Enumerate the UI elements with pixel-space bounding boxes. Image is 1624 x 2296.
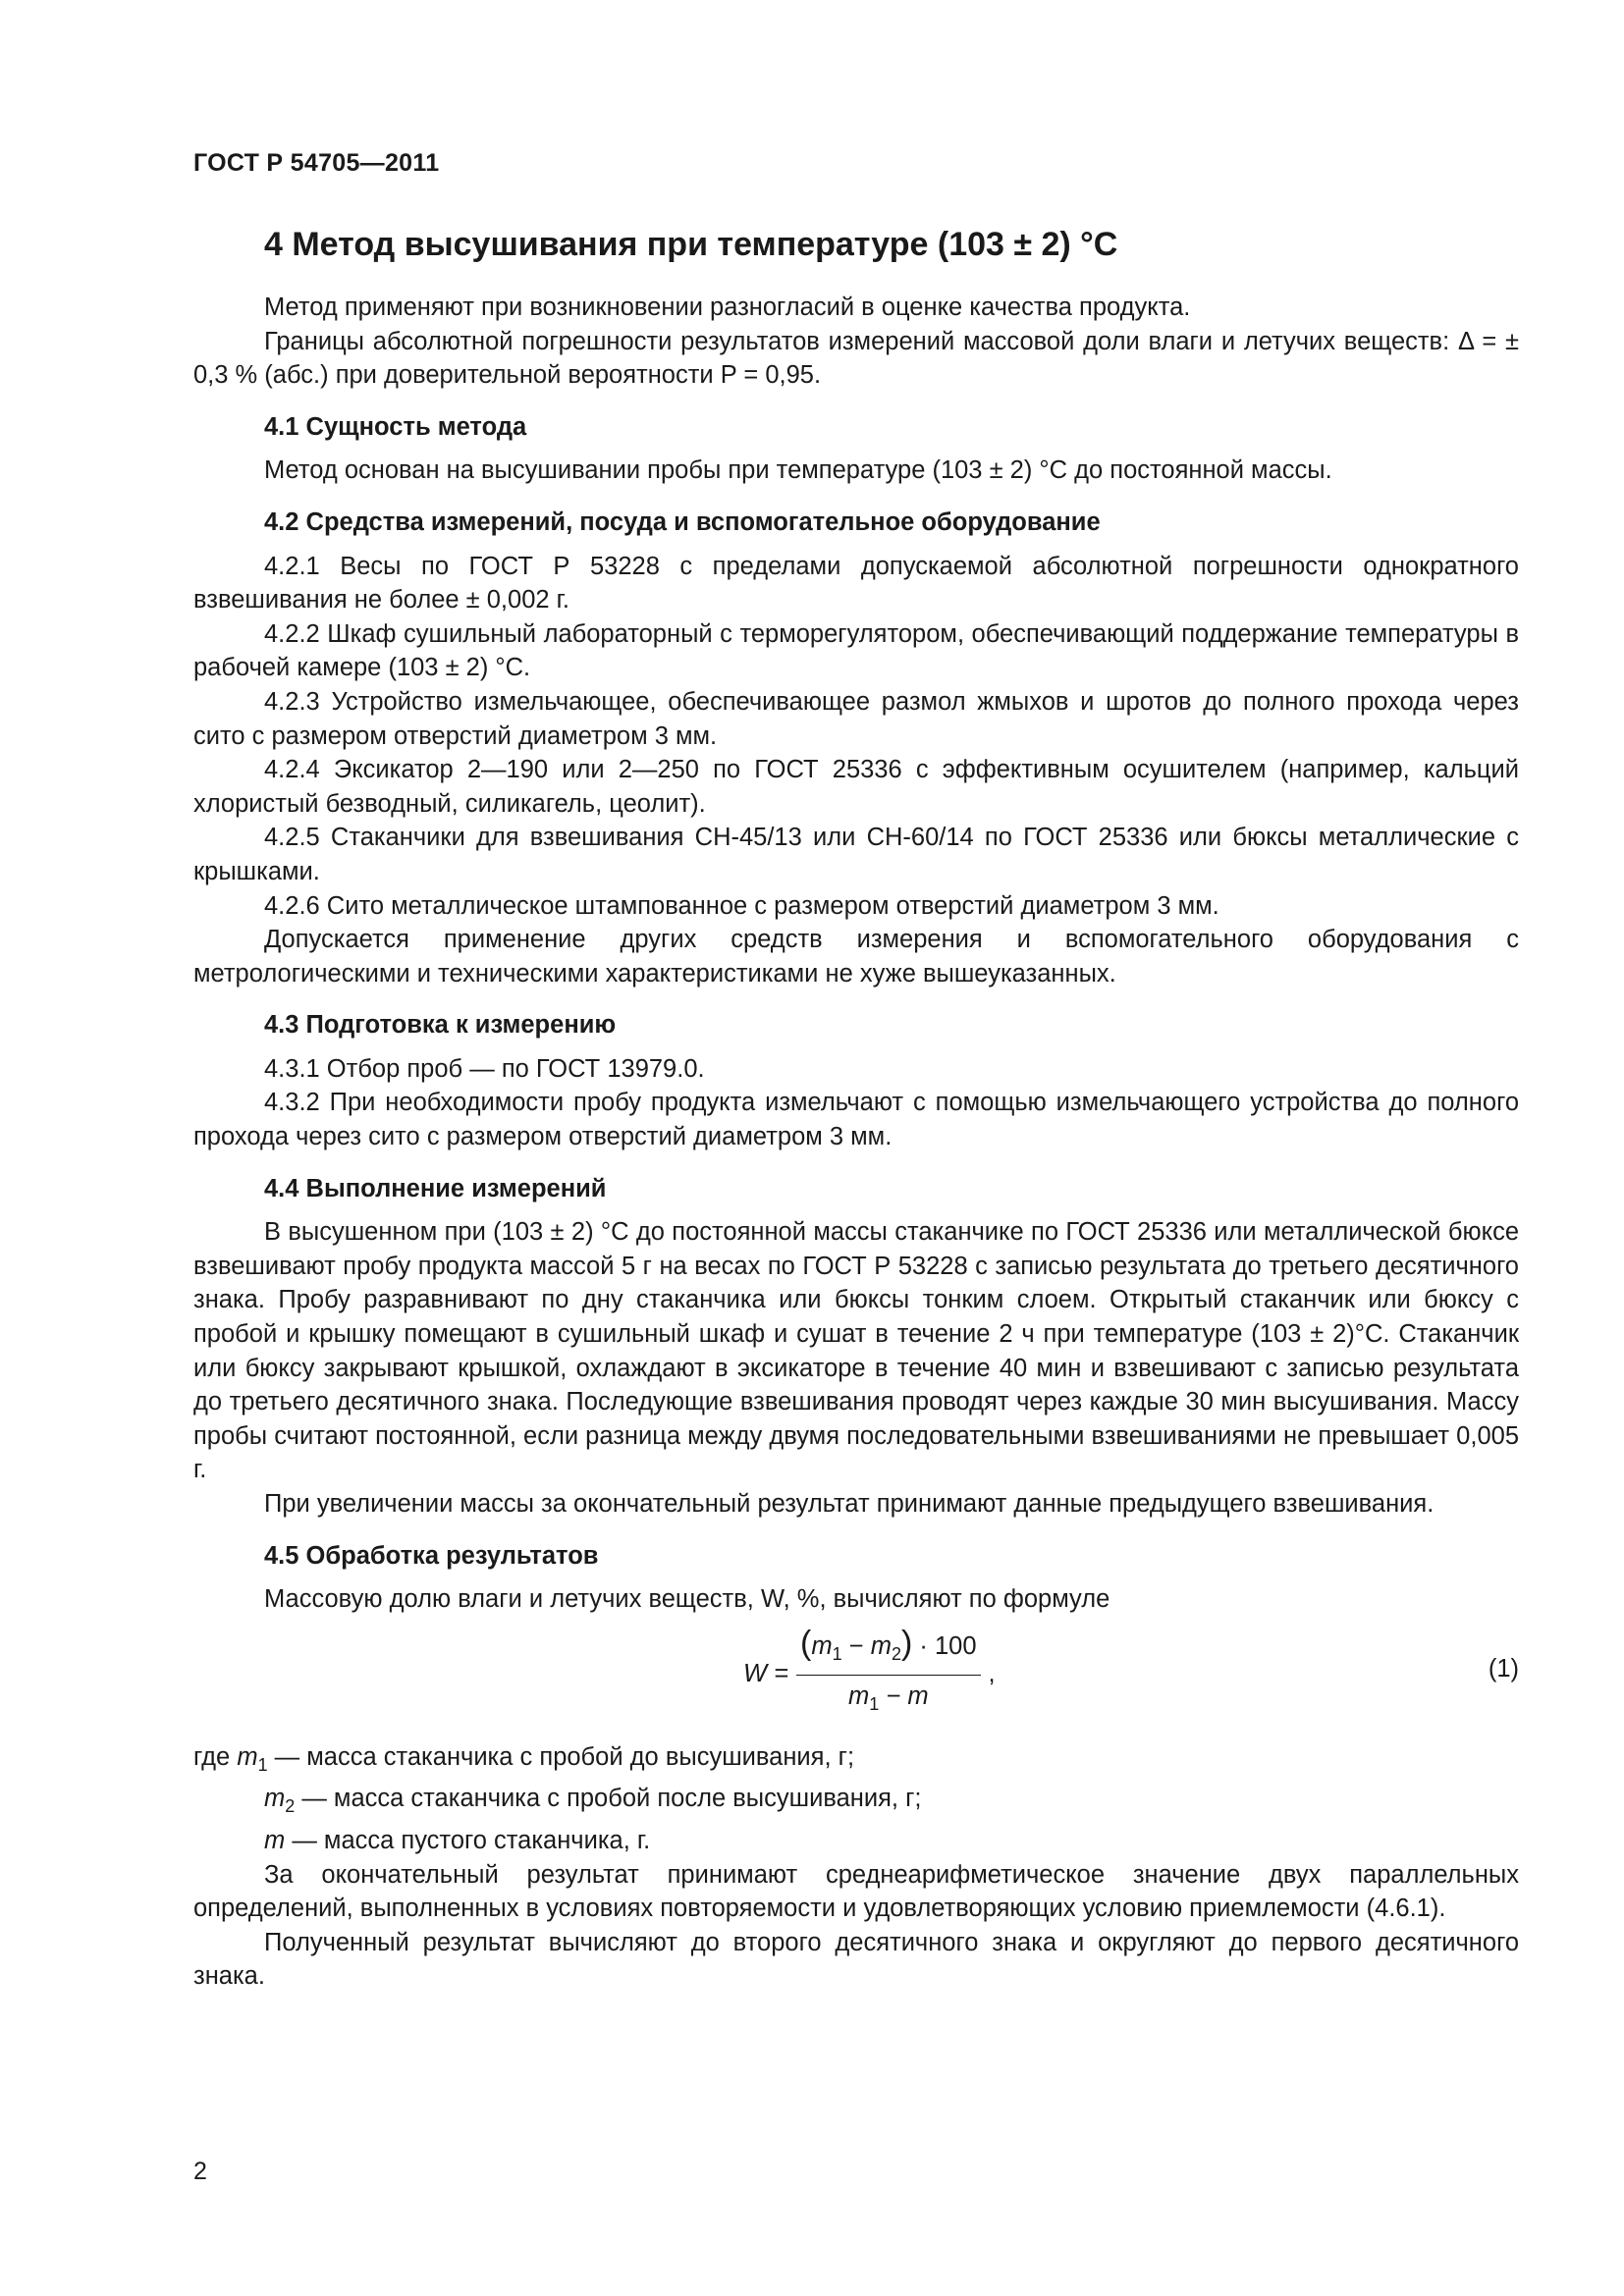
subsection-title-4-5: 4.5 Обработка результатов bbox=[264, 1541, 599, 1570]
subsection-title-4-2: 4.2 Средства измерений, посуда и вспомогательное оборудование bbox=[264, 507, 1101, 536]
formula: W = $\frac{(m_1 - m_2) \cdot 100}{m_1 - m}$ , bbox=[743, 1627, 996, 1722]
formula-fraction bbox=[796, 1624, 981, 1722]
paragraph: 4.3.2 При необходимости пробу продукта измельчают с помощью измельчающего устройства до полного прохода через сито с размером отверстий диаметром 3 мм. bbox=[193, 1089, 1519, 1151]
variable-definition: $m_2$ — масса стаканчика с пробой после высушивания, г; bbox=[264, 1785, 922, 1817]
formula-block bbox=[193, 1619, 1519, 1733]
formula-lead: Массовую долю влаги и летучих веществ, W, %, вычисляют по формуле bbox=[264, 1585, 1110, 1614]
document-header: ГОСТ Р 54705—2011 bbox=[193, 149, 440, 177]
subsection-title-4-4: 4.4 Выполнение измерений bbox=[264, 1174, 607, 1202]
document-body bbox=[193, 224, 1519, 1994]
paragraph: 4.2.4 Эксикатор 2—190 или 2—250 по ГОСТ 25336 с эффективным осушителем (например, кальций хлористый безводный, силикагель, цеолит). bbox=[193, 756, 1519, 818]
formula-lhs: W = bbox=[743, 1660, 789, 1688]
paragraph: За окончательный результат принимают среднеарифметическое значение двух параллельных определений, выполненных в условиях повторяемости и удовлетворяющих условию приемлемости (4.6.1). bbox=[193, 1860, 1519, 1923]
paragraph: 4.2.2 Шкаф сушильный лабораторный с терморегулятором, обеспечивающий поддержание температуры в рабочей камере (103 ± 2) °С. bbox=[193, 619, 1519, 682]
paragraph: Полученный результат вычисляют до второго десятичного знака и округляют до первого десятичного знака. bbox=[193, 1928, 1519, 1991]
formula-denominator: $m_1 - m$ bbox=[848, 1682, 929, 1715]
formula-numerator: $(m_1 - m_2) \cdot 100$ bbox=[796, 1627, 981, 1677]
paragraph: 4.2.3 Устройство измельчающее, обеспечивающее размол жмыхов и шротов до полного прохода через сито с размером отверстий диаметром 3 мм. bbox=[193, 687, 1519, 750]
paragraph: 4.3.1 Отбор проб — по ГОСТ 13979.0. bbox=[264, 1054, 705, 1083]
paragraph: 4.2.6 Сито металлическое штампованное с размером отверстий диаметром 3 мм. bbox=[264, 891, 1219, 920]
page-number: 2 bbox=[193, 2158, 207, 2185]
subsection-title-4-3: 4.3 Подготовка к измерению bbox=[264, 1011, 617, 1040]
paragraph: В высушенном при (103 ± 2) °С до постоянной массы стаканчике по ГОСТ 25336 или металлической бюксе взвешивают пробу продукта массой 5 г на весах по ГОСТ Р 53228 с записью результата до третьего десятичного знака. Пробу разравнивают по дну стаканчика или бюксы тонким слоем. Открытый стаканчик или бюксу с пробой и крышку помещают в сушильный шкаф и сушат в течение 2 ч при температуре (103 ± 2)°С. Стаканчик или бюксу закрывают крышкой, охлаждают в эксикаторе в течение 40 мин и взвешивают с записью результата до третьего десятичного знака. Последующие взвешивания проводят через каждые 30 мин высушивания. Массу пробы считают постоянной, если разница между двумя последовательными взвешиваниями не превышает 0,005 г. bbox=[193, 1218, 1519, 1484]
section-title: 4 Метод высушивания при температуре (103 ± 2) °С bbox=[264, 226, 1118, 263]
paragraph: Допускается применение других средств измерения и вспомогательного оборудования с метрологическими и техническими характеристиками не хуже вышеуказанных. bbox=[193, 926, 1519, 988]
paragraph: Метод основан на высушивании пробы при температуре (103 ± 2) °С до постоянной массы. bbox=[264, 456, 1332, 485]
intro-paragraph: Метод применяют при возникновении разногласий в оценке качества продукта. bbox=[264, 294, 1191, 321]
equation-number: (1) bbox=[1488, 1654, 1519, 1682]
variable-definition: m — масса пустого стаканчика, г. bbox=[264, 1826, 651, 1854]
paragraph: При увеличении массы за окончательный результат принимают данные предыдущего взвешивания. bbox=[264, 1490, 1435, 1518]
subsection-title-4-1: 4.1 Сущность метода bbox=[264, 412, 527, 441]
intro-paragraph: Границы абсолютной погрешности результатов измерений массовой доли влаги и летучих веществ: Δ = ± 0,3 % (абс.) при доверительной вероятности P = 0,95. bbox=[193, 327, 1519, 390]
variable-definition: где $m_1$ — масса стаканчика с пробой до высушивания, г; bbox=[193, 1742, 855, 1775]
paragraph: 4.2.1 Весы по ГОСТ Р 53228 с пределами допускаемой абсолютной погрешности однократного взвешивания не более ± 0,002 г. bbox=[193, 552, 1519, 614]
paragraph: 4.2.5 Стаканчики для взвешивания СН-45/13 или СН-60/14 по ГОСТ 25336 или бюксы металлические с крышками. bbox=[193, 824, 1519, 885]
